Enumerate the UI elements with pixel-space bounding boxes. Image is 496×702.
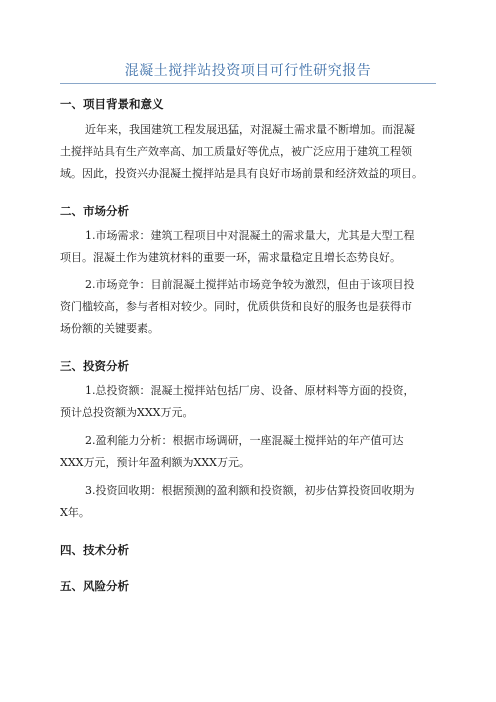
paragraph-line: 1.市场需求：建筑工程项目中对混凝土的需求量大，尤其是大型工程: [85, 229, 415, 242]
section-heading-background: 一、项目背景和意义: [60, 97, 164, 111]
paragraph-line: 域。因此，投资兴办混凝土搅拌站是具有良好市场前景和经济效益的项目。: [60, 167, 423, 180]
paragraph-line: 场份额的关键要素。: [60, 322, 159, 335]
paragraph-line: XXX万元，预计年盈利额为XXX万元。: [60, 456, 250, 469]
paragraph-line: 3.投资回收期：根据预测的盈利额和投资额，初步估算投资回收期为: [85, 484, 415, 497]
paragraph-line: 预计总投资额为XXX万元。: [60, 406, 194, 419]
paragraph-line: 土搅拌站具有生产效率高、加工质量好等优点，被广泛应用于建筑工程领: [60, 145, 412, 158]
paragraph-line: 1.总投资额：混凝土搅拌站包括厂房、设备、原材料等方面的投资，: [85, 384, 415, 397]
paragraph-line: 近年来，我国建筑工程发展迅猛，对混凝土需求量不断增加。而混凝: [85, 123, 415, 136]
paragraph-line: 2.盈利能力分析：根据市场调研，一座混凝土搅拌站的年产值可达: [85, 434, 404, 447]
section-heading-market: 二、市场分析: [60, 204, 129, 218]
paragraph-line: 资门槛较高，参与者相对较少。同时，优质供货和良好的服务也是获得市: [60, 300, 412, 313]
document-title: 混凝土搅拌站投资项目可行性研究报告: [124, 63, 372, 79]
paragraph-line: 项目。混凝土作为建筑材料的重要一环，需求量稳定且增长态势良好。: [60, 251, 401, 264]
section-heading-investment: 三、投资分析: [60, 359, 129, 373]
title-divider: [60, 83, 436, 84]
section-heading-technology: 四、技术分析: [60, 543, 129, 557]
paragraph-line: X年。: [60, 506, 90, 519]
paragraph-line: 2.市场竞争：目前混凝土搅拌站市场竞争较为激烈，但由于该项目投: [85, 278, 415, 291]
section-heading-risk: 五、风险分析: [60, 579, 129, 593]
